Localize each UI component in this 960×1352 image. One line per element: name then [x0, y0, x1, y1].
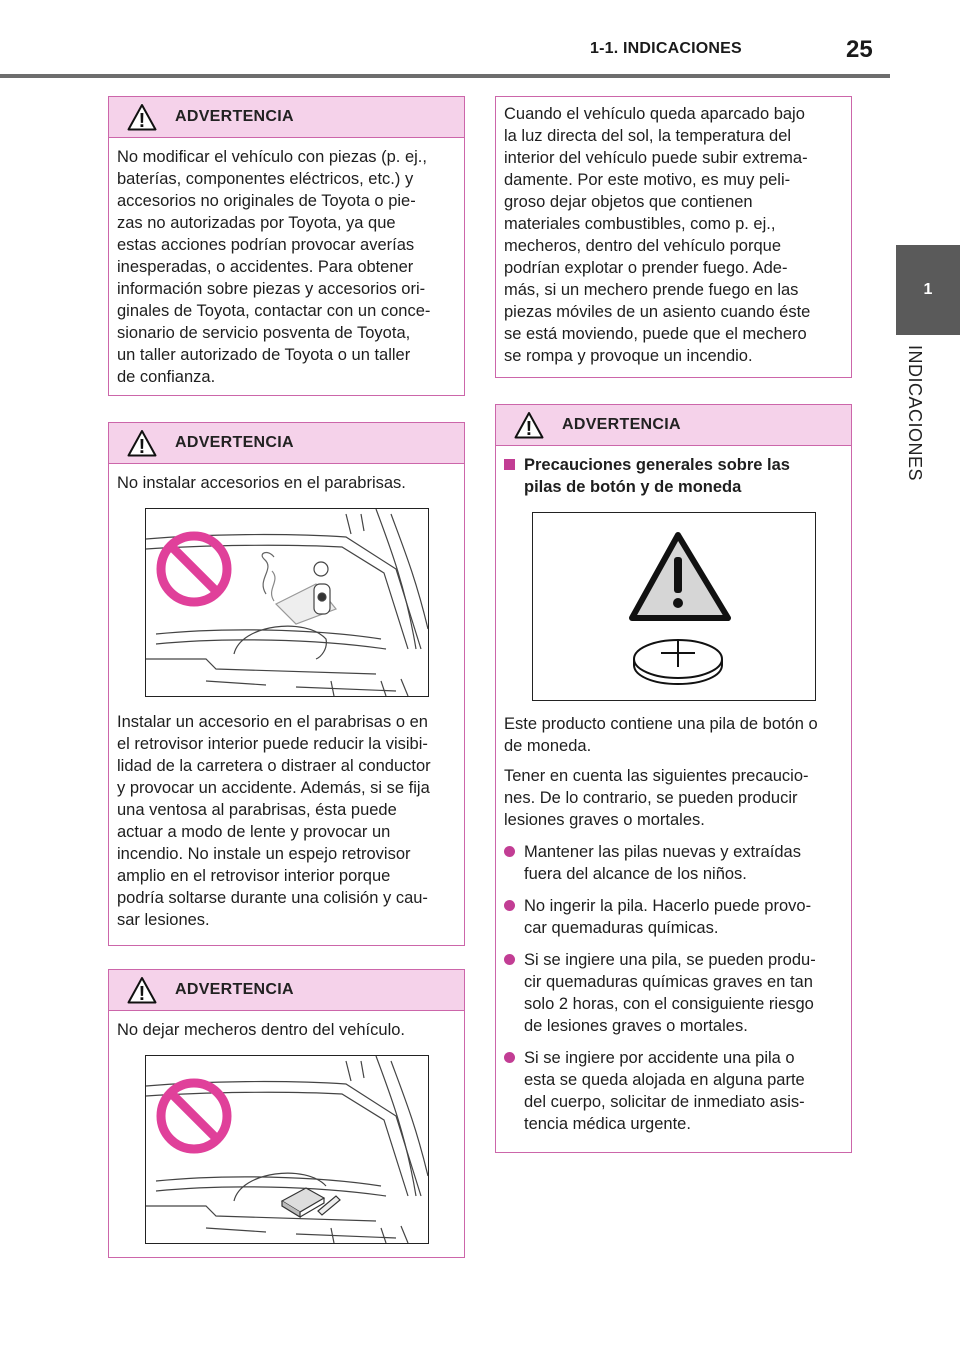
warning-triangle-icon	[127, 976, 157, 1004]
warning-triangle-icon	[514, 411, 544, 439]
warning-box-windshield-accessories	[108, 422, 465, 946]
warning-title: ADVERTENCIA	[562, 416, 681, 433]
heading-line: pilas de botón y de moneda	[524, 478, 742, 496]
header-rule	[0, 74, 890, 78]
text-line: Si se ingiere una pila, se pueden produ-	[524, 951, 816, 969]
page-number: 25	[846, 36, 873, 63]
text-line: fuera del alcance de los niños.	[524, 865, 747, 883]
text-line: car quemaduras químicas.	[524, 919, 719, 937]
warning-box-modifications	[108, 96, 465, 396]
warning-body	[109, 464, 464, 931]
text-line: Tener en cuenta las siguientes precaucio-	[504, 767, 809, 785]
text-line: No instalar accesorios en el parabrisas.	[117, 474, 406, 492]
text-line: más, si un mechero prende fuego en las	[504, 281, 799, 299]
text-line: amplio en el retrovisor interior porque	[117, 867, 391, 885]
svg-text:!: !	[138, 436, 146, 457]
text-line: piezas móviles de un asiento cuando éste	[504, 303, 811, 321]
warning-box-lighters	[108, 969, 465, 1258]
text-line: mecheros, dentro del vehículo porque	[504, 237, 782, 255]
text-line: nes. De lo contrario, se pueden producir	[504, 789, 798, 807]
list-item	[504, 895, 841, 939]
warning-header	[496, 405, 851, 446]
text-line: solo 2 horas, con el consiguiente riesgo	[524, 995, 814, 1013]
bullet-dot-icon	[504, 846, 515, 857]
warning-triangle-icon	[127, 103, 157, 131]
text-line: y provocar un accidente. Además, si se fija	[117, 779, 430, 797]
text-line: incendio. No instale un espejo retrovisor	[117, 845, 411, 863]
heading-line: Precauciones generales sobre las	[524, 456, 790, 474]
text-line: estas acciones podrían provocar averías	[117, 236, 415, 254]
chapter-tab-label: INDICACIONES	[905, 345, 925, 482]
text-line: inesperadas, o accidentes. Para obtener	[117, 258, 414, 276]
chapter-tab: 1	[896, 245, 960, 335]
bullet-dot-icon	[504, 900, 515, 911]
text-line: zas no autorizadas por Toyota, ya que	[117, 214, 396, 232]
warning-title: ADVERTENCIA	[175, 981, 294, 998]
text-line: podría soltarse durante una colisión y cau-	[117, 889, 428, 907]
text-line: No ingerir la pila. Hacerlo puede provo-	[524, 897, 812, 915]
text-line: materiales combustibles, como p. ej.,	[504, 215, 776, 233]
square-bullet-icon	[504, 459, 515, 470]
warning-body	[496, 97, 851, 367]
text-line: No modificar el vehículo con piezas (p. ej.,	[117, 148, 427, 166]
text-line: No dejar mecheros dentro del vehículo.	[117, 1021, 405, 1039]
warning-title: ADVERTENCIA	[175, 108, 294, 125]
prohibition-icon	[154, 529, 234, 609]
text-line: esta se queda alojada en alguna parte	[524, 1071, 805, 1089]
bullet-dot-icon	[504, 954, 515, 965]
text-line: baterías, componentes eléctricos, etc.) y	[117, 170, 414, 188]
text-line: damente. Por este motivo, es muy peli-	[504, 171, 791, 189]
text-line: actuar a modo de lente y provocar un	[117, 823, 391, 841]
windshield-accessory-illustration	[145, 508, 429, 697]
text-line: se rompa y provoque un incendio.	[504, 347, 753, 365]
text-line: ginales de Toyota, contactar con un conce-	[117, 302, 431, 320]
warning-body	[109, 1011, 464, 1244]
text-line: podrían explotar o prender fuego. Ade-	[504, 259, 788, 277]
text-line: de moneda.	[504, 737, 592, 755]
text-line: lidad de la carretera o distraer al conductor	[117, 757, 431, 775]
bullet-dot-icon	[504, 1052, 515, 1063]
text-line: interior del vehículo puede subir extrema-	[504, 149, 808, 167]
warning-title: ADVERTENCIA	[175, 434, 294, 451]
text-line: Si se ingiere por accidente una pila o	[524, 1049, 795, 1067]
text-line: accesorios no originales de Toyota o pie-	[117, 192, 416, 210]
text-line: una ventosa al parabrisas, ésta puede	[117, 801, 397, 819]
warning-header	[109, 423, 464, 464]
running-header-title: 1-1. INDICACIONES	[590, 40, 742, 57]
text-line: Mantener las pilas nuevas y extraídas	[524, 843, 801, 861]
svg-text:!: !	[138, 983, 146, 1004]
text-line: sar lesiones.	[117, 911, 210, 929]
list-item	[504, 841, 841, 885]
text-line: sionario de servicio posventa de Toyota,	[117, 324, 411, 342]
warning-body	[109, 138, 464, 388]
warning-body	[496, 446, 851, 1135]
text-line: tencia médica urgente.	[524, 1115, 691, 1133]
text-line: de confianza.	[117, 368, 216, 386]
text-line: lesiones graves o mortales.	[504, 811, 705, 829]
warning-box-button-cells	[495, 404, 852, 1153]
list-item	[504, 949, 841, 1037]
button-cell-warning-illustration	[532, 512, 816, 701]
text-line: Instalar un accesorio en el parabrisas o en	[117, 713, 428, 731]
warning-triangle-icon	[127, 429, 157, 457]
text-line: el retrovisor interior puede reducir la visibi-	[117, 735, 428, 753]
warning-box-continuation	[495, 96, 852, 378]
list-item	[504, 1047, 841, 1135]
text-line: Cuando el vehículo queda aparcado bajo	[504, 105, 805, 123]
prohibition-icon	[154, 1076, 234, 1156]
section-heading	[504, 454, 841, 498]
text-line: información sobre piezas y accesorios ori-	[117, 280, 426, 298]
warning-header	[109, 970, 464, 1011]
text-line: de lesiones graves o mortales.	[524, 1017, 748, 1035]
lighter-in-vehicle-illustration	[145, 1055, 429, 1244]
warning-header	[109, 97, 464, 138]
text-line: Este producto contiene una pila de botón o	[504, 715, 818, 733]
svg-text:!: !	[525, 418, 533, 439]
text-line: cir quemaduras químicas graves en tan	[524, 973, 813, 991]
text-line: la luz directa del sol, la temperatura del	[504, 127, 792, 145]
text-line: del cuerpo, solicitar de inmediato asis-	[524, 1093, 805, 1111]
text-line: se está moviendo, puede que el mechero	[504, 325, 807, 343]
text-line: groso dejar objetos que contienen	[504, 193, 753, 211]
text-line: un taller autorizado de Toyota o un taller	[117, 346, 411, 364]
svg-text:!: !	[138, 110, 146, 131]
